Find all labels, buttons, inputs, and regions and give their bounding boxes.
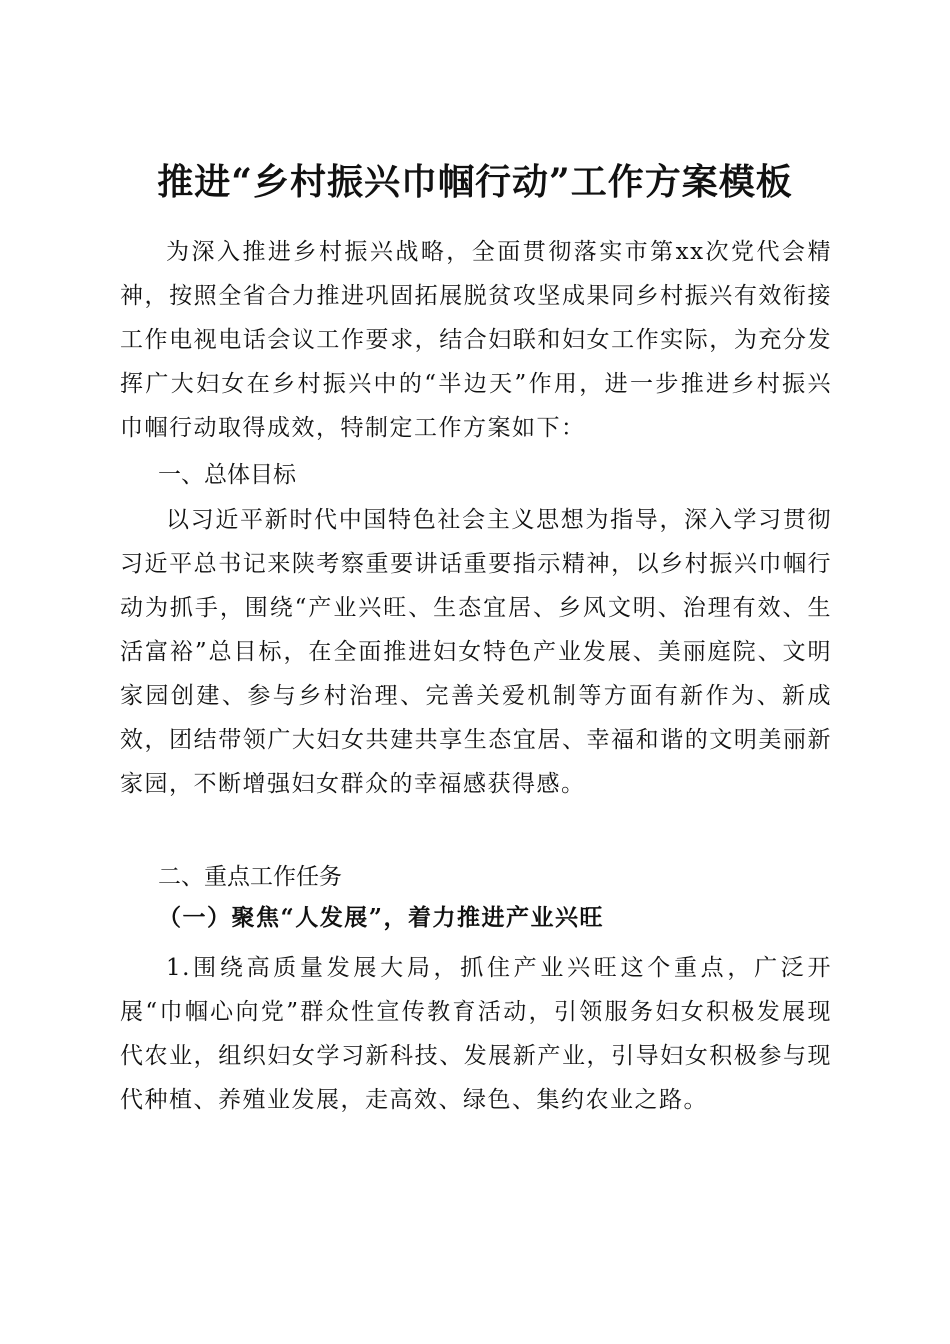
subsection-heading-industry: （一）聚焦“人发展”，着力推进产业兴旺 — [158, 904, 604, 931]
task-1-paragraph: 1.围绕高质量发展大局，抓住产业兴旺这个重点，广泛开展“巾帼心向党”群众性宣传教育活动，引领服务妇女积极发展现代农业，组织妇女学习新科技、发展新产业，引导妇女积极参与现代种植、养殖业发展，走高效、绿色、集约农业之路。 — [120, 955, 832, 1113]
section-heading-overall-goal: 一、总体目标 — [158, 462, 296, 488]
intro-paragraph: 为深入推进乡村振兴战略，全面贯彻落实市第xx次党代会精神，按照全省合力推进巩固拓展脱贫攻坚成果同乡村振兴有效衔接工作电视电话会议工作要求，结合妇联和妇女工作实际，为充分发挥广大妇女在乡村振兴中的“半边天”作用，进一步推进乡村振兴巾帼行动取得成效，特制定工作方案如下： — [120, 239, 832, 441]
overall-goal-paragraph: 以习近平新时代中国特色社会主义思想为指导，深入学习贯彻习近平总书记来陕考察重要讲话重要指示精神，以乡村振兴巾帼行动为抓手，围绕“产业兴旺、生态宜居、乡风文明、治理有效、生活富裕”总目标，在全面推进妇女特色产业发展、美丽庭院、文明家园创建、参与乡村治理、完善关爱机制等方面有新作为、新成效，团结带领广大妇女共建共享生态宜居、幸福和谐的文明美丽新家园，不断增强妇女群众的幸福感获得感。 — [120, 507, 832, 797]
section-heading-key-tasks: 二、重点工作任务 — [158, 864, 342, 890]
document-title: 推进“乡村振兴巾帼行动”工作方案模板 — [157, 161, 793, 204]
